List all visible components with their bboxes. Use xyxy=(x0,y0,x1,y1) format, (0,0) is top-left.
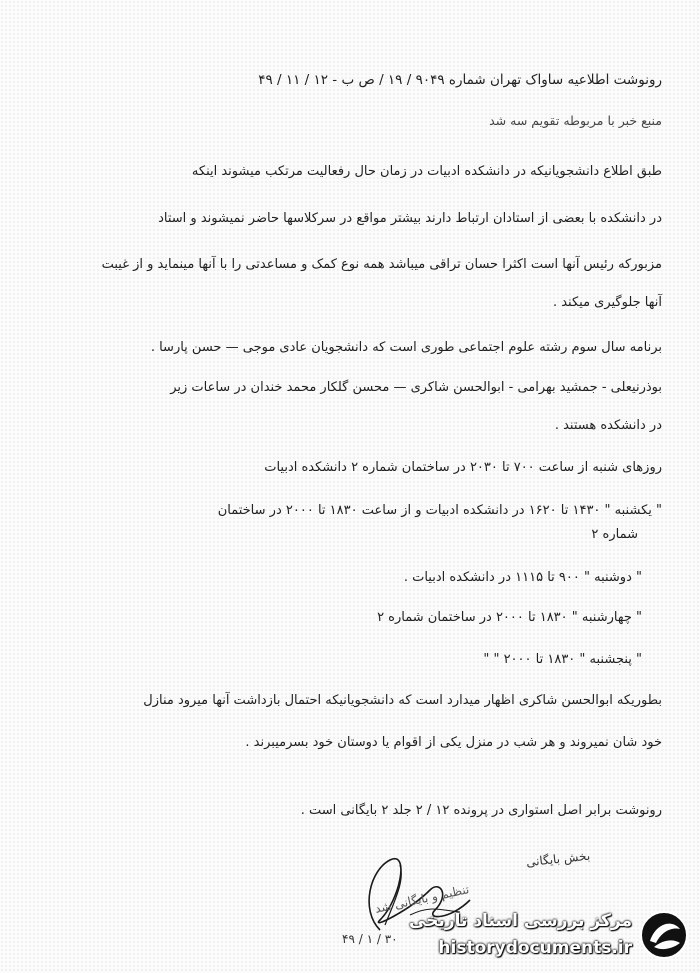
document-header: رونوشت اطلاعیه ساواک تهران شماره ۹۰۴۹ / ۱۹ / ص ب - ۱۲ / ۱۱ / ۴۹ xyxy=(258,72,662,88)
schedule-monday: " دوشنبه " ۹۰۰ تا ۱۱۱۵ در دانشکده ادبیات . xyxy=(403,570,642,585)
footer-note: رونوشت برابر اصل استواری در پرونده ۱۲ / ۲ جلد ۲ بایگانی است . xyxy=(300,803,662,818)
watermark-title: مرکز بررسی اسناد تاریخی xyxy=(409,911,632,931)
document-subject: منبع خبر با مربوطه تقویم سه شد xyxy=(489,113,662,128)
paragraph-1-line-1: طبق اطلاع دانشجویانیکه در دانشکده ادبیات در زمان حال رفعالیت مرتکب میشوند اینکه xyxy=(191,164,662,179)
archive-stamp: تنظیم و بایگانی شد xyxy=(373,882,471,916)
paragraph-3-line-1: بطوریکه ابوالحسن شاکری اظهار میدارد است که دانشجویانیکه احتمال بازداشت آنها میرود منازل xyxy=(143,693,662,708)
schedule-intro: روزهای شنبه از ساعت ۷۰۰ تا ۲۰۳۰ در ساختمان شماره ۲ دانشکده ادبیات xyxy=(264,460,662,475)
paragraph-3-line-2: خود شان نمیروند و هر شب در منزل یکی از اقوام یا دوستان خود بسرمیبرند . xyxy=(245,735,662,750)
signature-date: ۳۰ / ۱ / ۴۹ xyxy=(342,932,398,946)
paragraph-1-line-4: آنها جلوگیری میکند . xyxy=(552,295,662,310)
paragraph-1-line-3: مزبورکه رئیس آنها است اکثرا حسان تراقی میباشد همه نوع کمک و مساعدتی را با آنها مینماید و از غیبت xyxy=(101,257,662,272)
watermark xyxy=(409,905,692,967)
paragraph-1-line-2: در دانشکده با بعضی از استادان ارتباط دارند بیشتر مواقع در سرکلاسها حاضر نمیشوند و استاد xyxy=(158,211,662,226)
watermark-url[interactable]: historydocuments.ir xyxy=(438,938,632,958)
paragraph-2-line-3: در دانشکده هستند . xyxy=(554,418,662,433)
schedule-sunday-continued: شماره ۲ xyxy=(591,527,638,542)
signature-name: بخش بایگانی xyxy=(525,848,591,870)
schedule-sunday: " یکشنبه " ۱۴۳۰ تا ۱۶۲۰ در دانشکده ادبیات و از ساعت ۱۸۳۰ تا ۲۰۰۰ در ساختمان xyxy=(217,503,662,518)
schedule-thursday: " پنجشنبه " ۱۸۳۰ تا ۲۰۰۰ " " xyxy=(483,652,642,667)
history-documents-logo xyxy=(638,909,690,961)
paragraph-2-line-2: بوذرنیعلی - جمشید بهرامی - ابوالحسن شاکری — محسن گلکار محمد خندان در ساعات زیر xyxy=(170,380,662,395)
schedule-wednesday: " چهارشنبه " ۱۸۳۰ تا ۲۰۰۰ در ساختمان شماره ۲ xyxy=(377,610,642,625)
paragraph-2-line-1: برنامه سال سوم رشته علوم اجتماعی طوری است که دانشجویان عادی موجی — حسن پارسا . xyxy=(150,340,662,355)
